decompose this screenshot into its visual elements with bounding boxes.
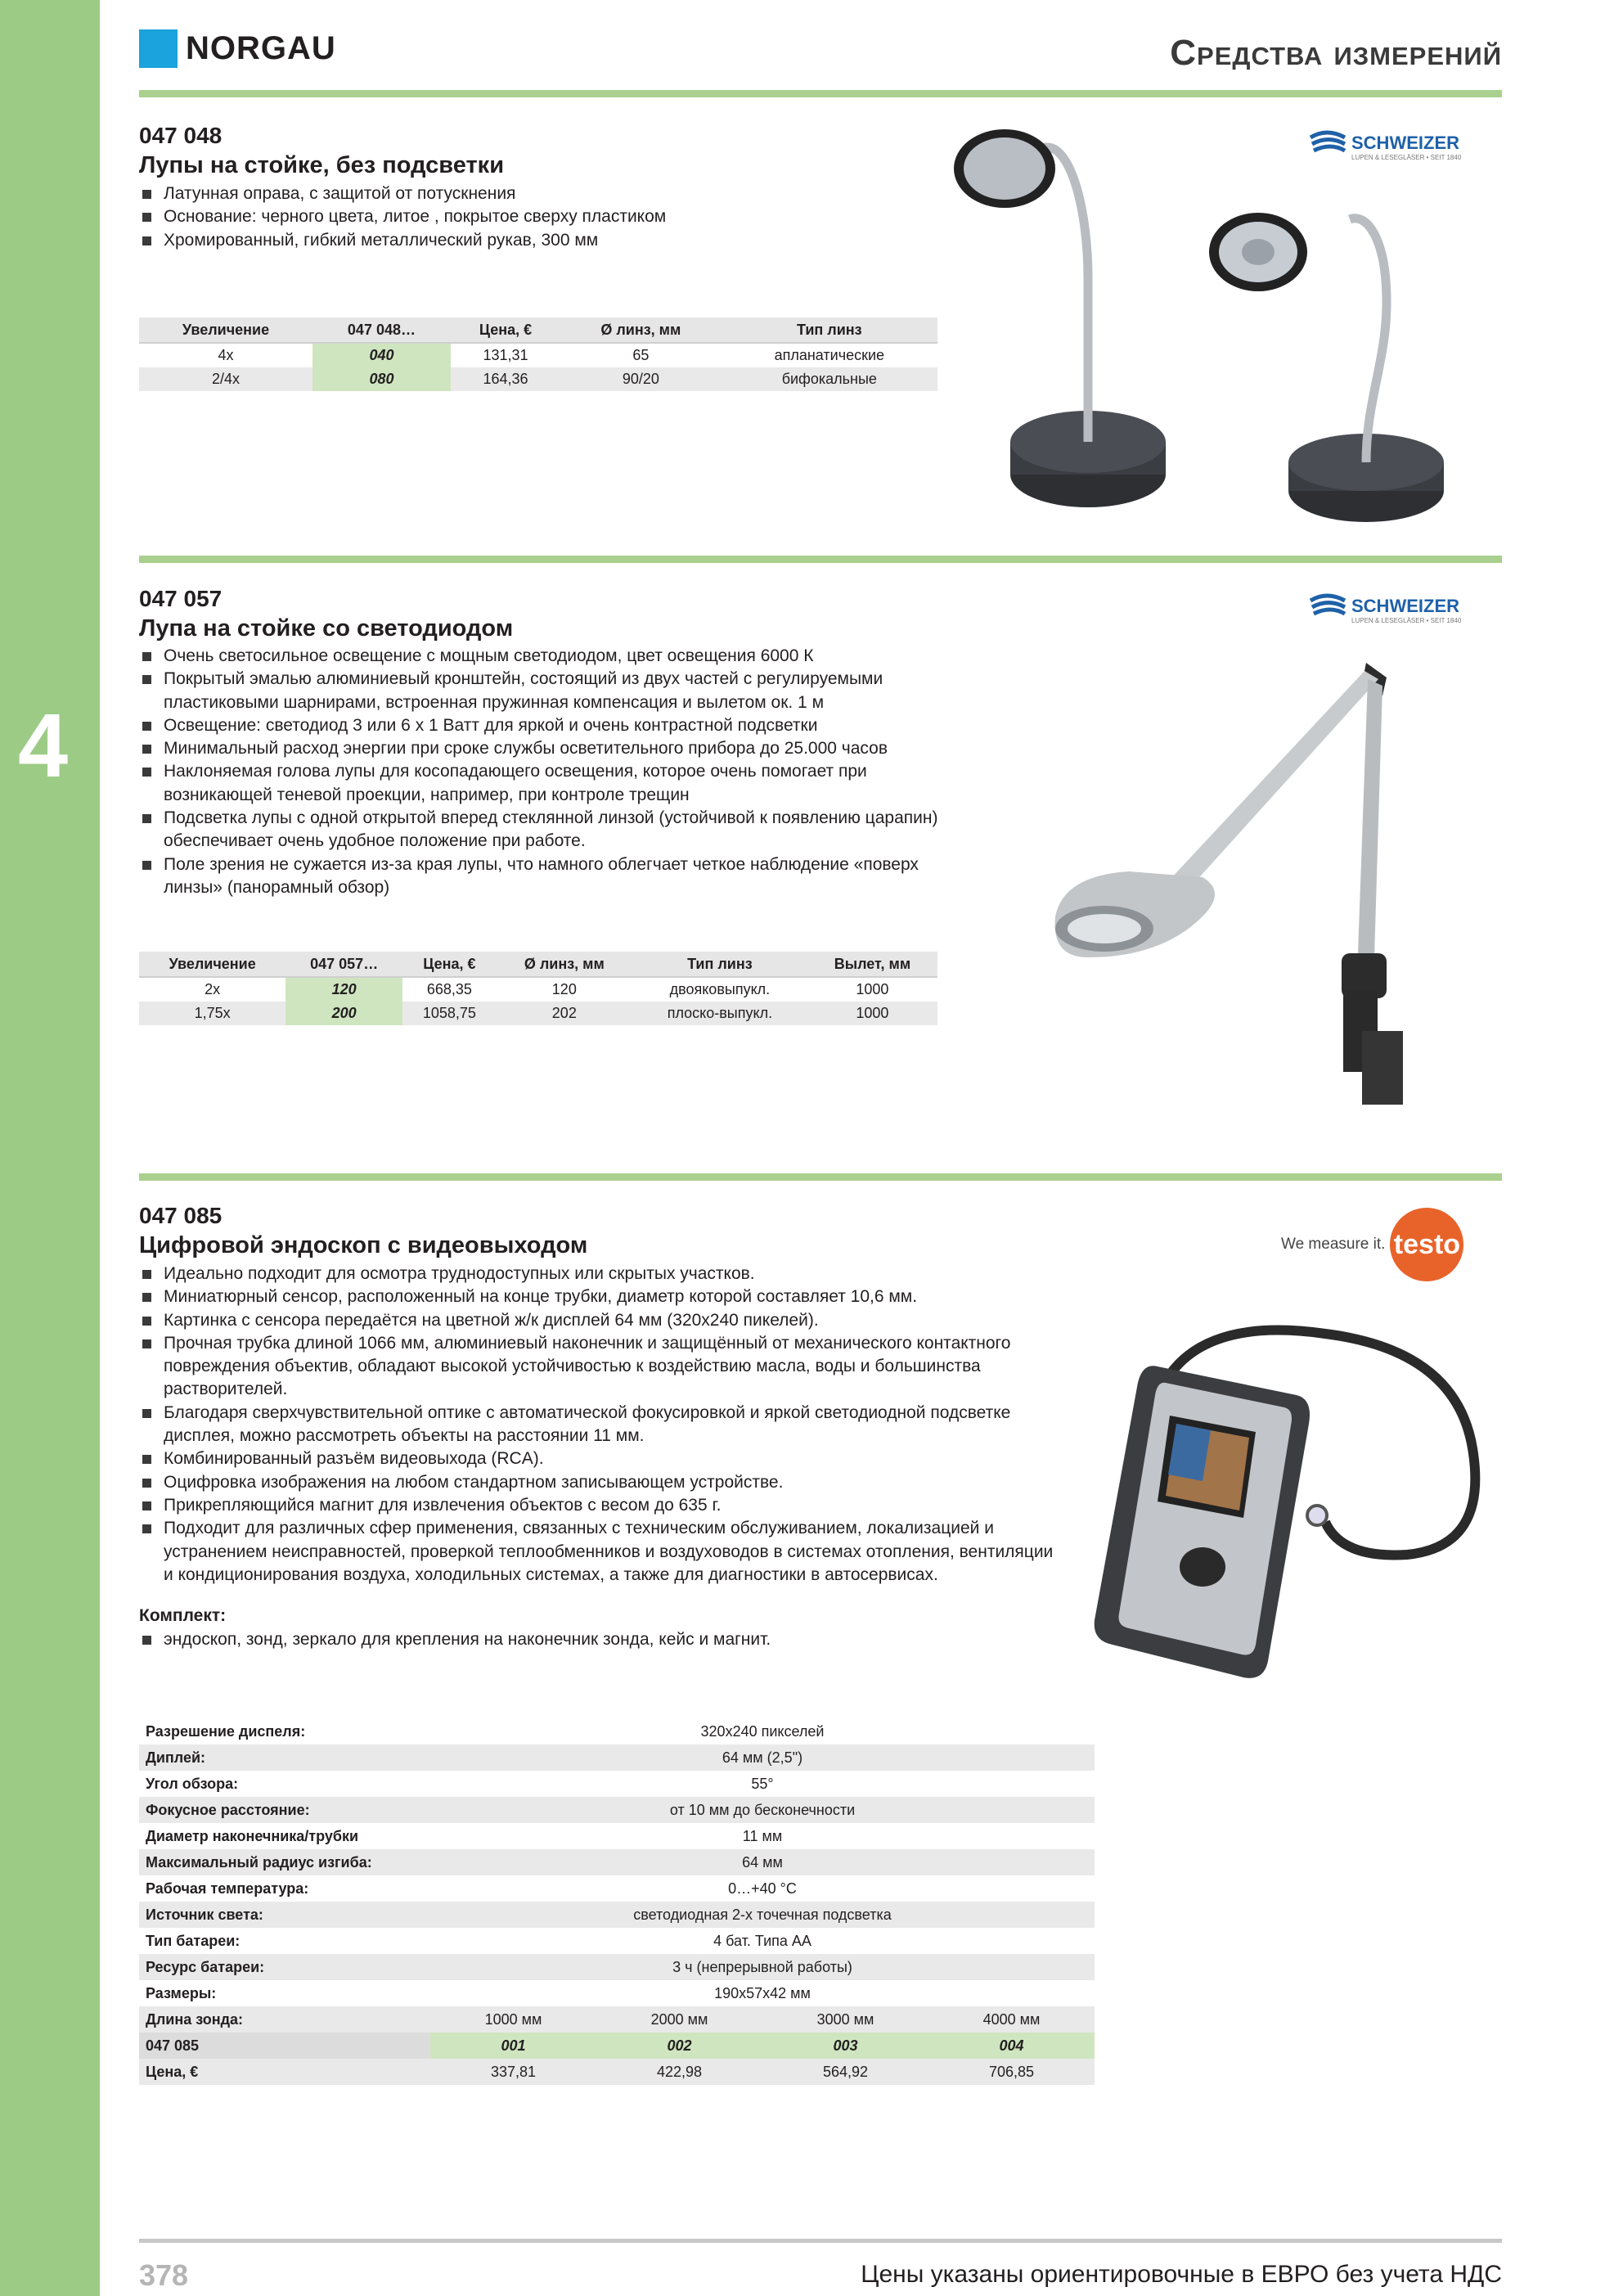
article-code: 120 [285,977,402,1002]
spec-row: Угол обзора: 55° [146,1775,774,1792]
feature-item: Прочная трубка длиной 1066 мм, алюминиевый наконечник и защищённый от механического контактного повреждения объектив, обладают высокой устойчивостью к воздействию масла, воды и большинства растворителей. [139,1332,1055,1402]
col-header: Ø линз, мм [560,317,722,343]
sidebar-gutter [100,0,117,2296]
logo-square-icon [139,29,178,68]
led-magnifier-image [1039,646,1432,1121]
price-row: Цена, € 337,81 422,98 564,92 706,85 [139,2059,1095,2085]
table-row: 2/4x 080 164,36 90/20 бифокальные [139,367,937,391]
section-rule [139,556,1502,563]
col-header: Ø линз, мм [497,952,632,977]
feature-item: Покрытый эмалью алюминиевый кронштейн, состоящий из двух частей с регулируемыми пластиковыми шарнирами, встроенная пружинная компенсация и вылетом ок. 1 м [139,668,957,714]
code-row: 047 085 001 002 003 004 [139,2033,1095,2059]
article-code: 080 [312,367,451,391]
footer-rule [139,2239,1502,2243]
product-table [139,952,937,1025]
spec-row: Рабочая температура: 0…+40 °C [146,1880,797,1897]
product-table [139,317,937,391]
col-header: Увеличение [139,317,312,343]
product-title: Цифровой эндоскоп с видеовыходом [139,1232,588,1258]
feature-item: Освещение: светодиод 3 или 6 x 1 Ватт для яркой и очень контрастной подсветки [139,714,957,737]
spec-row: Разрешение диспеля: 320x240 пикселей [146,1722,825,1740]
section-title: Средства измерений [1170,33,1502,73]
testo-logo [1281,1208,1463,1281]
article-code: 002 [596,2033,762,2059]
feature-item: Идеально подходит для осмотра труднодоступных или скрытых участков. [139,1263,1055,1285]
section-rule [139,1173,1502,1181]
article-code: 003 [762,2033,928,2059]
article-code: 200 [285,1002,402,1025]
feature-item: Подсветка лупы с одной открытой вперед стеклянной линзой (устойчивой к появлению царапин) обеспечивает очень удобное положение при работе. [139,807,957,853]
section-rule [139,90,1502,97]
spec-row: Размеры: 190x57x42 мм [146,1984,811,2001]
schweizer-logo-icon [1309,588,1472,625]
kit-item: эндоскоп, зонд, зеркало для крепления на наконечник зонда, кейс и магнит. [139,1628,1055,1651]
endoscope-image [1080,1317,1505,1686]
logo-text: NORGAU [186,30,336,66]
feature-item: Прикрепляющийся магнит для извлечения объектов с весом до 635 г. [139,1494,1055,1517]
col-header: Увеличение [139,952,285,977]
product-code: 047 048 [139,123,223,148]
product-title: Лупы на стойке, без подсветки [139,152,505,178]
footer-note: Цены указаны ориентировочные в ЕВРО без учета НДС [861,2261,1502,2288]
feature-list [139,182,666,252]
svg-text:SCHWEIZER: SCHWEIZER [1351,133,1459,153]
feature-item: Поле зрения не сужается из-за края лупы, что намного облегчает четкое наблюдение «поверх линзы» (панорамный обзор) [139,853,957,900]
chapter-number: 4 [18,696,69,796]
feature-item: Латунная оправа, с защитой от потускнения [139,182,666,205]
svg-text:SCHWEIZER: SCHWEIZER [1351,596,1459,616]
col-header: Тип линз [632,952,807,977]
norgau-logo [139,29,336,68]
product-code: 047 057 [139,586,223,611]
spec-row: Фокусное расстояние: от 10 мм до бесконечности [139,1797,1095,1823]
spec-table [139,1718,1095,2085]
spec-row: Источник света: светодиодная 2-х точечная подсветка [139,1902,1095,1928]
feature-item: Комбинированный разъём видеовыхода (RCA). [139,1447,1055,1470]
kit-label: Комплект: [139,1606,227,1625]
feature-list [139,645,957,899]
brand-slogan: We measure it. [1281,1236,1386,1253]
article-code: 001 [430,2033,596,2059]
article-code: 040 [312,343,451,367]
article-code: 004 [928,2033,1095,2059]
spec-row: Диаметр наконечника/трубки 11 мм [146,1827,783,1844]
feature-item: Подходит для различных сфер применения, связанных с техническим обслуживанием, локализацией и устранением неисправностей, проверкой теплообменников и воздуховодов в системах отопления, вентиляции и кондиционирования воздуха, холодильных системах, а также для диагностики в автосервисах. [139,1517,1055,1587]
feature-item: Хромированный, гибкий металлический рукав, 300 мм [139,229,666,252]
feature-item: Основание: черного цвета, литое , покрытое сверху пластиком [139,205,666,228]
feature-item: Картинка с сенсора передаётся на цветной ж/к дисплей 64 мм (320x240 пикелей). [139,1309,1055,1332]
col-header: Цена, € [451,317,560,343]
feature-list [139,1263,1055,1587]
spec-row: Диплей: 64 мм (2,5") [139,1745,1095,1771]
feature-item: Минимальный расход энергии при сроке службы осветительного прибора до 25.000 часов [139,737,957,760]
col-header: Цена, € [402,952,497,977]
magnifier-stand-image [941,115,1497,532]
length-row: Длина зонда: 1000 мм 2000 мм 3000 мм 4000 мм [139,2006,1095,2033]
feature-item: Благодаря сверхчувствительной оптике с автоматической фокусировкой и яркой светодиодной подсветке дисплея, можно рассмотреть объекты на расстоянии 11 мм. [139,1402,1055,1448]
spec-row: Максимальный радиус изгиба: 64 мм [139,1849,1095,1875]
testo-logo-icon: testo [1390,1208,1463,1281]
feature-item: Очень светосильное освещение с мощным светодиодом, цвет освещения 6000 К [139,645,957,668]
col-header: Тип линз [722,317,937,343]
product-code: 047 085 [139,1203,223,1228]
feature-item: Оцифровка изображения на любом стандартном записывающем устройстве. [139,1471,1055,1494]
col-header: 047 057… [285,952,402,977]
chapter-sidebar [0,0,117,2296]
kit-list [139,1628,1055,1651]
svg-text:LUPEN & LESEGLÄSER • SEIT 1840: LUPEN & LESEGLÄSER • SEIT 1840 [1351,154,1462,161]
col-header: 047 048… [312,317,451,343]
page-number: 378 [139,2258,189,2292]
svg-text:LUPEN & LESEGLÄSER • SEIT 1840: LUPEN & LESEGLÄSER • SEIT 1840 [1351,617,1462,624]
spec-row: Ресурс батареи: 3 ч (непрерывной работы) [139,1954,1095,1980]
product-title: Лупа на стойке со светодиодом [139,615,514,642]
feature-item: Миниатюрный сенсор, расположенный на конце трубки, диаметр которой составляет 10,6 мм. [139,1285,1055,1308]
table-row: 2x 120 668,35 120 двояковыпукл. 1000 [139,977,937,1002]
feature-item: Наклоняемая голова лупы для косопадающего освещения, которое очень помогает при возникающей теневой проекции, например, при контроле трещин [139,760,957,807]
table-row: 4x 040 131,31 65 апланатические [139,343,937,367]
spec-row: Тип батареи: 4 бат. Типа АА [146,1932,812,1949]
table-row: 1,75x 200 1058,75 202 плоско-выпукл. 1000 [139,1002,937,1025]
schweizer-logo [1309,588,1472,629]
col-header: Вылет, мм [807,952,937,977]
